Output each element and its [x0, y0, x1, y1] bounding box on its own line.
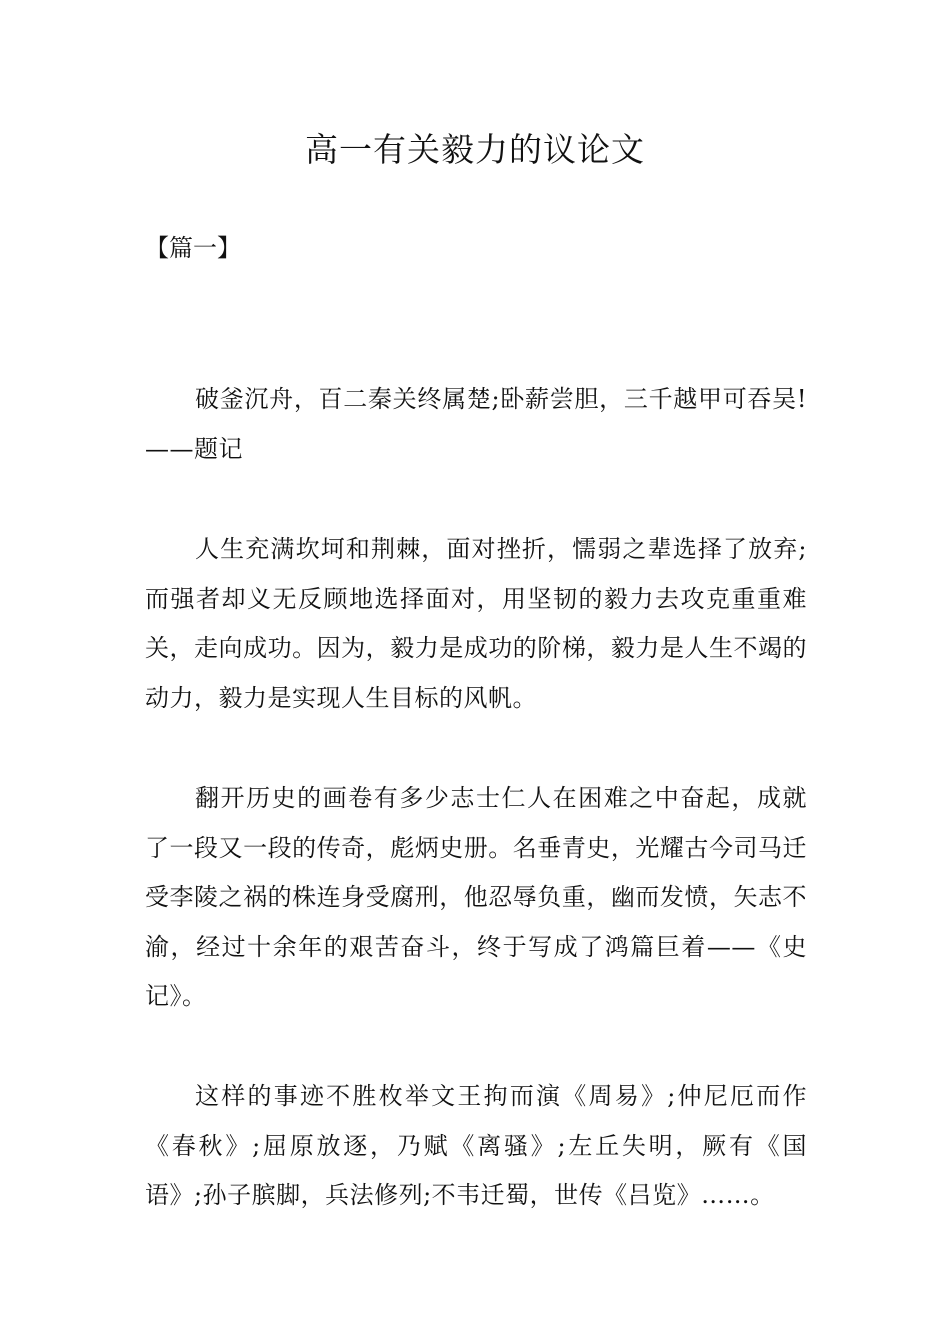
document-title: 高一有关毅力的议论文	[305, 130, 645, 169]
paragraph-intro: 人生充满坎坷和荆棘，面对挫折，懦弱之辈选择了放弃;而强者却义无反顾地选择面对，用坚韧的毅力去攻克重重难关，走向成功。因为，毅力是成功的阶梯，毅力是人生不竭的动力，毅力是实现人生目标的风帆。	[145, 535, 807, 712]
paragraph-epigraph: 破釜沉舟，百二秦关终属楚;卧薪尝胆，三千越甲可吞吴!——题记	[145, 385, 807, 463]
section-label: 【篇一】	[145, 234, 241, 262]
paragraph-history: 翻开历史的画卷有多少志士仁人在困难之中奋起，成就了一段又一段的传奇，彪炳史册。名垂青史，光耀古今司马迁受李陵之祸的株连身受腐刑，他忍辱负重，幽而发愤，矢志不渝，经过十余年的艰苦奋斗，终于写成了鸿篇巨着——《史记》。	[145, 784, 807, 1010]
paragraph-examples: 这样的事迹不胜枚举文王拘而演《周易》;仲尼厄而作《春秋》;屈原放逐，乃赋《离骚》;左丘失明，厥有《国语》;孙子膑脚，兵法修列;不韦迁蜀，世传《吕览》……。	[145, 1082, 807, 1209]
